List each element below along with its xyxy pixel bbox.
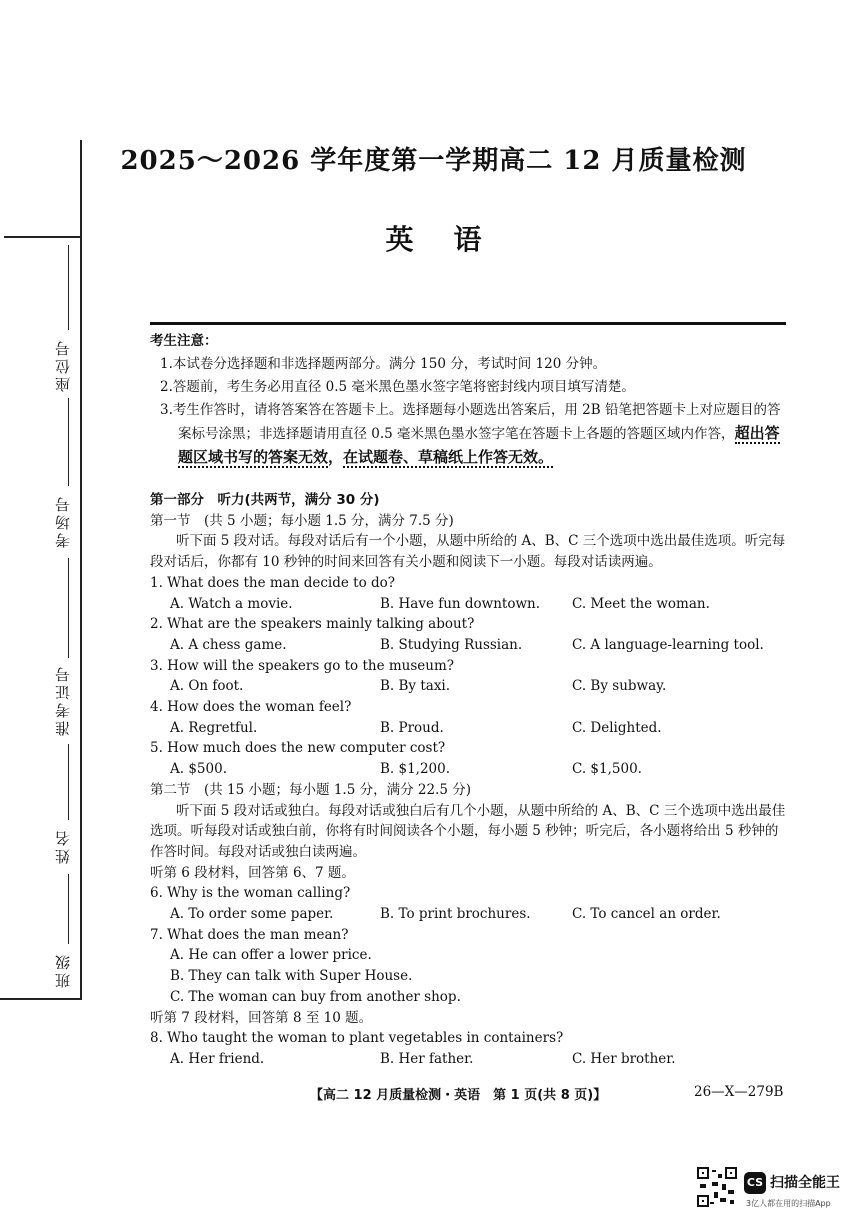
question-stem: 7. What does the man mean? [150, 926, 349, 943]
option-b: B. To print brochures. [380, 906, 531, 923]
notice-item: 1.本试卷分选择题和非选择题两部分。满分 150 分，考试时间 120 分钟。 [160, 356, 607, 372]
question-stem: 3. How will the speakers go to the museum? [150, 657, 455, 674]
header-divider [150, 322, 786, 325]
question [150, 883, 790, 924]
question [150, 614, 790, 655]
option-c: C. To cancel an order. [572, 906, 721, 923]
question [150, 697, 790, 738]
question-stem: 1. What does the man decide to do? [150, 574, 396, 591]
qr-code-icon [696, 1166, 738, 1208]
scanner-app-name: 扫描全能王 [770, 1175, 840, 1191]
name-fill-line [68, 744, 69, 820]
notice-heading: 考生注意： [150, 333, 218, 349]
notice-separator: ， [328, 448, 344, 466]
option-c: C. The woman can buy from another shop. [170, 988, 461, 1005]
option-c: C. $1,500. [572, 761, 642, 778]
scanner-watermark [696, 1166, 856, 1216]
part-title: 第一部分 听力(共两节，满分 30 分) [150, 492, 380, 508]
question [150, 738, 790, 779]
question-stem: 6. Why is the woman calling? [150, 885, 351, 902]
section-title: 第二节 (共 15 小题；每小题 1.5 分，满分 22.5 分) [150, 781, 471, 798]
exam-title: 2025～2026 学年度第一学期高二 12 月质量检测 [120, 146, 747, 176]
question [150, 573, 790, 614]
option-b: B. By taxi. [380, 678, 451, 695]
subject-title: 英语 [385, 223, 522, 256]
question-stem: 2. What are the speakers mainly talking about? [150, 616, 475, 633]
option-c: C. A language-learning tool. [572, 636, 764, 653]
question-stem: 4. How does the woman feel? [150, 699, 352, 716]
question-options [150, 1049, 790, 1070]
option-b: B. Studying Russian. [380, 636, 523, 653]
question-options [150, 594, 790, 615]
notice-item [150, 399, 790, 470]
option-b: B. Proud. [380, 719, 444, 736]
question-options [150, 759, 790, 780]
ticket-number-label: 准考证号 [54, 664, 72, 736]
notice-item-text: 3.考生作答时，请将答案答在答题卡上。选择题每小题选出答案后，用 2B 铅笔把答题卡上对应题目的答案标号涂黑；非选择题请用直径 0.5 毫米黑色墨水签字笔在答题卡上各题的答题区域内作答， [160, 402, 781, 442]
name-label: 姓名 [54, 828, 72, 864]
exam-notice [150, 330, 790, 470]
option-a: A. A chess game. [170, 636, 287, 653]
option-b: B. Have fun downtown. [380, 595, 541, 612]
question-stem: 8. Who taught the woman to plant vegetables in containers? [150, 1030, 564, 1047]
scanner-tagline: 3亿人都在用的扫描App [746, 1199, 831, 1208]
option-a: A. $500. [170, 761, 227, 778]
question [150, 656, 790, 697]
option-a: A. Regretful. [170, 719, 258, 736]
listening-part [150, 490, 790, 1070]
class-label: 班级 [54, 952, 72, 988]
exam-room-label: 考场号 [54, 494, 72, 548]
option-c: C. Her brother. [572, 1050, 676, 1067]
question-options [150, 676, 790, 697]
option-b: B. Her father. [380, 1050, 474, 1067]
option-c: C. By subway. [572, 678, 667, 695]
class-fill-line [68, 874, 69, 944]
room-fill-line [68, 398, 69, 486]
question-options [150, 635, 790, 656]
notice-emphasis: 超出答题区域书写的答案无效 [178, 424, 780, 466]
question-options [150, 904, 790, 925]
page-footer: 【高二 12 月质量检测・英语 第 1 页(共 8 页)】 [310, 1088, 607, 1103]
option-b: B. $1,200. [380, 761, 451, 778]
notice-item: 2.答题前，考生务必用直径 0.5 毫米黑色墨水签字笔将密封线内项目填写清楚。 [160, 379, 635, 395]
option-a: A. On foot. [170, 678, 244, 695]
notice-emphasis: 在试题卷、草稿纸上作答无效。 [343, 448, 554, 466]
material-note: 听第 7 段材料，回答第 8 至 10 题。 [150, 1009, 373, 1026]
material-note: 听第 6 段材料，回答第 6、7 题。 [150, 864, 355, 881]
option-c: C. Delighted. [572, 719, 662, 736]
section-title: 第一节 (共 5 小题；每小题 1.5 分，满分 7.5 分) [150, 512, 454, 529]
section-instructions: 听下面 5 段对话。每段对话后有一个小题，从题中所给的 A、B、C 三个选项中选出最佳选项。听完每段对话后，你都有 10 秒钟的时间来回答有关小题和阅读下一小题。每段对话读两遍。 [150, 533, 786, 571]
option-c: C. Meet the woman. [572, 595, 710, 612]
option-a: A. He can offer a lower price. [170, 947, 372, 964]
binding-bottom-rule [0, 998, 80, 1000]
question-options [150, 718, 790, 739]
option-a: A. Watch a movie. [170, 595, 293, 612]
scanner-logo-icon: CS [744, 1172, 766, 1194]
paper-code: 26—X—279B [694, 1084, 784, 1100]
option-a: A. Her friend. [170, 1050, 265, 1067]
option-a: A. To order some paper. [170, 906, 334, 923]
section-instructions: 听下面 5 段对话或独白。每段对话或独白后有几个小题，从题中所给的 A、B、C 三个选项中选出最佳选项。听每段对话或独白前，你将有时间阅读各个小题，每小题 5 秒钟；听完后，各小题将给出 5 秒钟的作答时间。每段对话或独白读两遍。 [150, 802, 786, 860]
seat-number-label: 座位号 [54, 338, 72, 392]
question-stem: 5. How much does the new computer cost? [150, 740, 446, 757]
option-b: B. They can talk with Super House. [170, 968, 413, 985]
question [150, 1028, 790, 1069]
question [150, 925, 790, 1008]
binding-vertical-line [80, 140, 82, 1000]
ticket-fill-line [68, 558, 69, 658]
